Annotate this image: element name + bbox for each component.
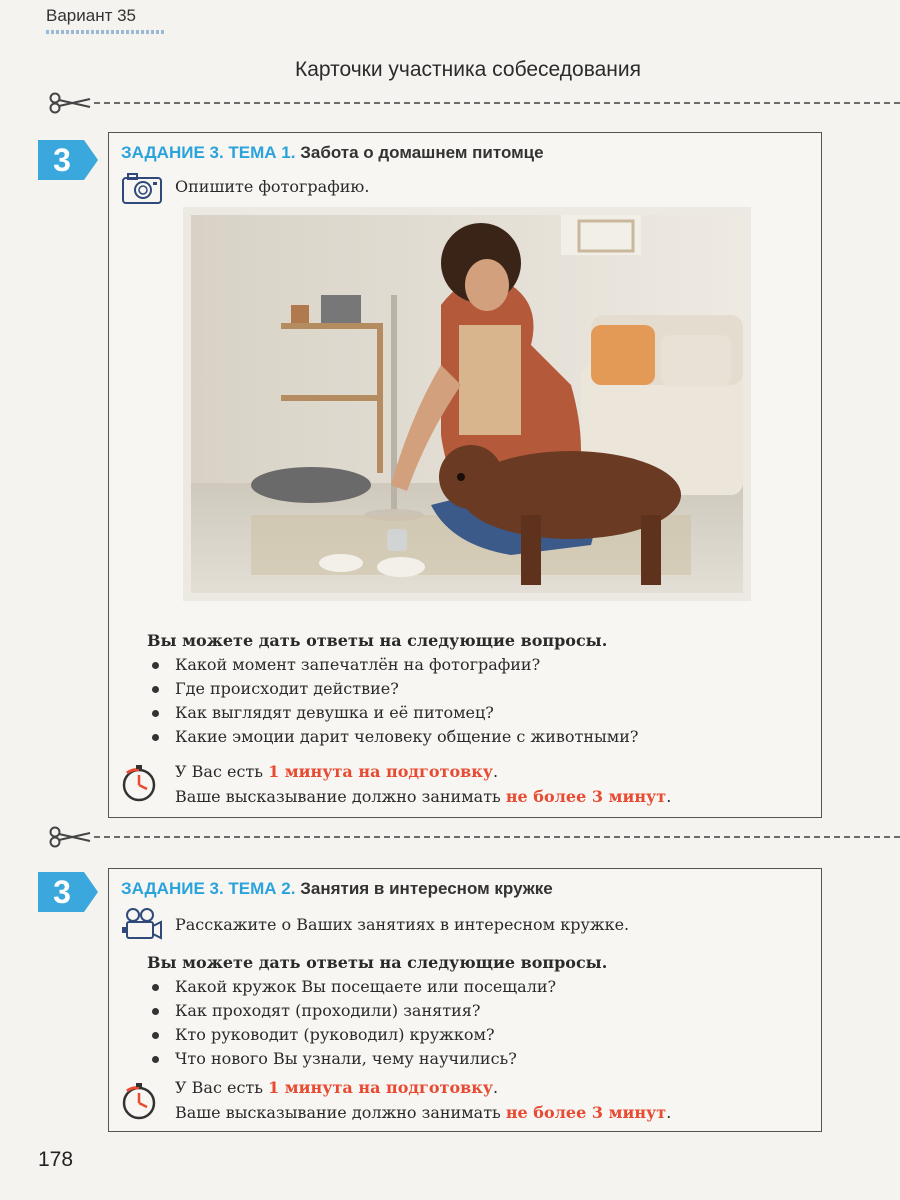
question-item: Что нового Вы узнали, чему научились? [149, 1047, 556, 1071]
scissors-icon [48, 826, 92, 848]
scissors-icon [48, 92, 92, 114]
video-camera-icon [121, 907, 163, 941]
camera-icon [121, 171, 163, 205]
task-badge-2 [38, 872, 98, 912]
questions-list [149, 653, 638, 749]
photo-woman-feeding-dog [183, 207, 751, 601]
instruction-text: Расскажите о Ваших занятиях в интересном кружке. [175, 915, 630, 934]
theme-label: ТЕМА 2. [228, 879, 296, 898]
speech-time: не более 3 минут [505, 787, 667, 806]
question-item: Какой момент запечатлён на фотографии? [149, 653, 638, 677]
theme-label: ТЕМА 1. [228, 143, 296, 162]
question-item: Как проходят (проходили) занятия? [149, 999, 556, 1023]
prep-time: 1 минута на подготовку [268, 762, 494, 781]
questions-list [149, 975, 556, 1071]
question-item: Где происходит действие? [149, 677, 638, 701]
question-item: Какой кружок Вы посещаете или посещали? [149, 975, 556, 999]
question-item: Какие эмоции дарит человеку общение с животными? [149, 725, 638, 749]
task-label: ЗАДАНИЕ 3. [121, 879, 224, 898]
questions-heading: Вы можете дать ответы на следующие вопросы. [147, 953, 608, 972]
stopwatch-icon [119, 1081, 159, 1121]
speech-time: не более 3 минут [505, 1103, 667, 1122]
task-card-topic-2 [108, 868, 822, 1132]
speech-line: Ваше высказывание должно занимать не более 3 минут. [175, 787, 672, 806]
variant-underline [46, 30, 164, 34]
theme-title: Забота о домашнем питомце [300, 143, 544, 162]
prep-time: 1 минута на подготовку [268, 1078, 494, 1097]
task-label: ЗАДАНИЕ 3. [121, 143, 224, 162]
cut-line-middle [48, 826, 900, 848]
time-instructions [175, 1075, 671, 1125]
task-number: 3 [53, 874, 71, 910]
task-number: 3 [53, 142, 71, 178]
cut-line-top [48, 92, 900, 114]
question-item: Как выглядят девушка и её питомец? [149, 701, 638, 725]
time-instructions [175, 759, 671, 809]
speech-line: Ваше высказывание должно занимать не более 3 минут. [175, 1103, 672, 1122]
prep-line: У Вас есть 1 минута на подготовку. [175, 762, 499, 781]
task-badge-1 [38, 140, 98, 180]
prep-line: У Вас есть 1 минута на подготовку. [175, 1078, 499, 1097]
stopwatch-icon [119, 763, 159, 803]
questions-heading: Вы можете дать ответы на следующие вопросы. [147, 631, 608, 650]
page-number: 178 [38, 1148, 74, 1171]
page-title: Карточки участника собеседования [295, 58, 641, 81]
variant-label: Вариант 35 [46, 6, 137, 25]
card-heading [121, 879, 553, 899]
card-heading [121, 143, 544, 163]
instruction-text: Опишите фотографию. [175, 177, 370, 196]
question-item: Кто руководит (руководил) кружком? [149, 1023, 556, 1047]
task-card-topic-1 [108, 132, 822, 818]
theme-title: Занятия в интересном кружке [300, 879, 553, 898]
